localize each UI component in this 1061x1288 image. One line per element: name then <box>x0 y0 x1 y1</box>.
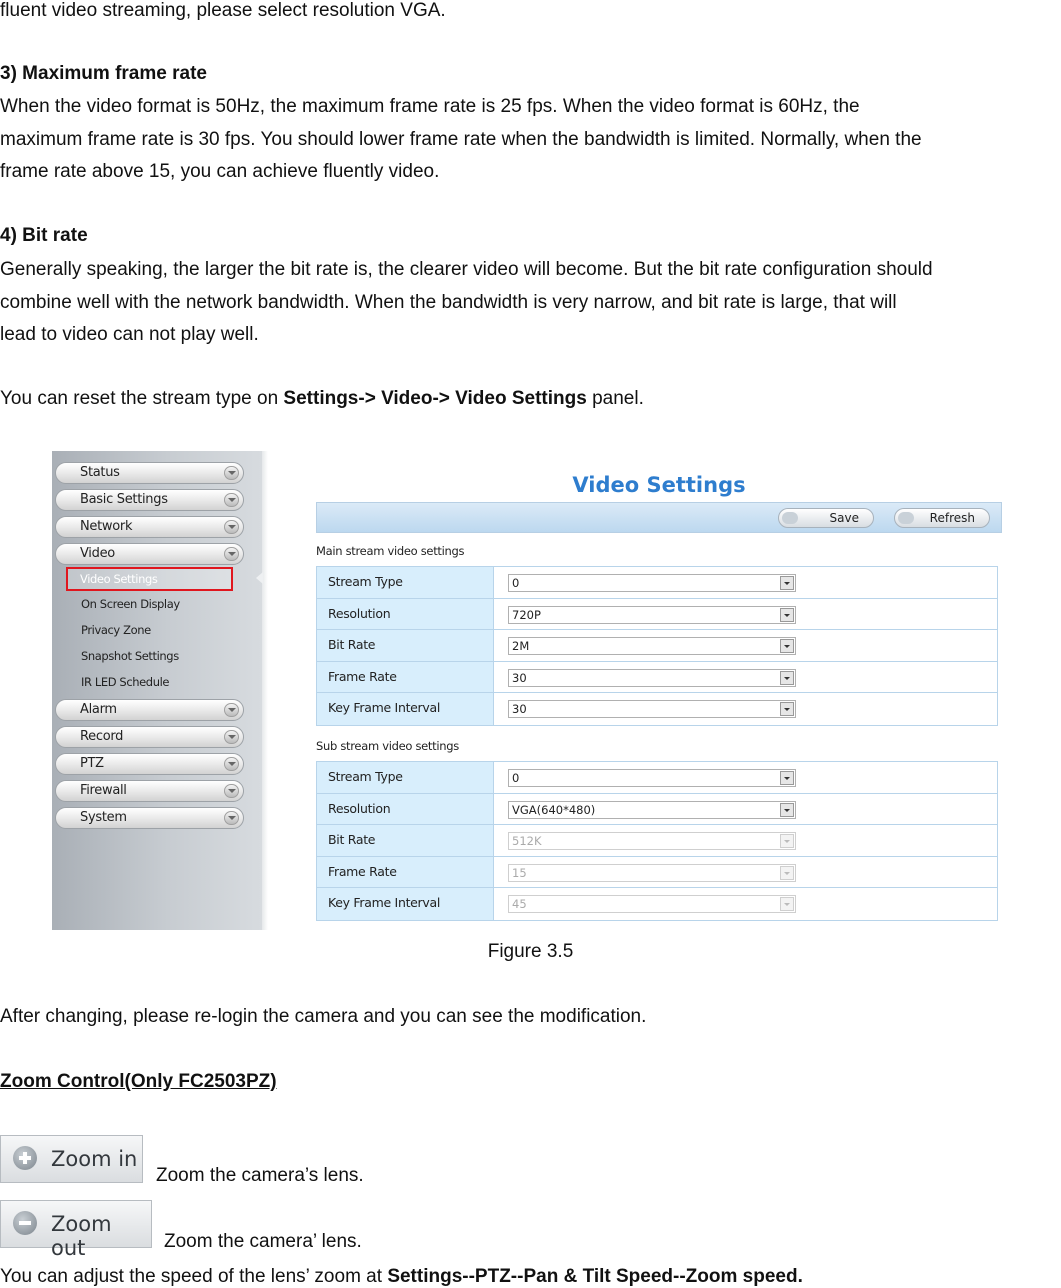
settings-sidebar <box>52 451 262 930</box>
zoom-control-heading: Zoom Control(Only FC2503PZ) <box>0 1071 277 1092</box>
dropdown-arrow-icon <box>780 608 794 622</box>
para-frame-rate-1: When the video format is 50Hz, the maximum frame rate is 25 fps. When the video format is 60Hz, the <box>0 96 860 117</box>
zoom-speed-instruction: You can adjust the speed of the lens’ zoom at Settings--PTZ--Pan & Tilt Speed--Zoom speed. <box>0 1266 803 1287</box>
sub-resolution-select[interactable]: VGA(640*480) <box>508 801 796 819</box>
chevron-down-icon <box>224 493 239 507</box>
save-button[interactable]: Save <box>778 508 874 528</box>
chevron-down-icon <box>224 730 239 744</box>
submenu-video-settings[interactable]: Video Settings <box>66 567 233 591</box>
main-resolution-select[interactable]: 720P <box>508 606 796 624</box>
dropdown-arrow-icon <box>780 897 794 911</box>
main-bit-rate-select[interactable]: 2M <box>508 637 796 655</box>
minus-icon <box>13 1211 37 1235</box>
main-key-frame-select[interactable]: 30 <box>508 700 796 718</box>
menu-record[interactable]: Record <box>55 726 244 748</box>
refresh-button[interactable]: Refresh <box>894 508 990 528</box>
dropdown-arrow-icon <box>780 803 794 817</box>
sub-stream-type-select[interactable]: 0 <box>508 769 796 787</box>
dropdown-arrow-icon <box>780 866 794 880</box>
table-row: Frame Rate 15 <box>317 857 997 889</box>
save-icon <box>782 512 798 524</box>
main-stream-table <box>316 566 998 726</box>
active-pointer-icon <box>256 572 263 584</box>
reset-instruction: You can reset the stream type on Settings-> Video-> Video Settings panel. <box>0 388 644 409</box>
menu-firewall[interactable]: Firewall <box>55 780 244 802</box>
para-bit-rate-2: combine well with the network bandwidth. When the bandwidth is very narrow, and bit rate is large, that will <box>0 292 897 313</box>
table-row: Key Frame Interval 45 <box>317 888 997 920</box>
table-row: Resolution 720P <box>317 599 997 631</box>
chevron-down-icon <box>224 466 239 480</box>
para-bit-rate-3: lead to video can not play well. <box>0 324 259 345</box>
chevron-down-icon <box>224 703 239 717</box>
sub-key-frame-select: 45 <box>508 895 796 913</box>
chevron-down-icon <box>224 520 239 534</box>
menu-alarm[interactable]: Alarm <box>55 699 244 721</box>
dropdown-arrow-icon <box>780 834 794 848</box>
sub-stream-table <box>316 761 998 921</box>
menu-system[interactable]: System <box>55 807 244 829</box>
dropdown-arrow-icon <box>780 671 794 685</box>
heading-bit-rate: 4) Bit rate <box>0 225 88 246</box>
table-row: Key Frame Interval 30 <box>317 693 997 725</box>
submenu-ir-led-schedule[interactable]: IR LED Schedule <box>81 675 170 689</box>
table-row: Bit Rate 2M <box>317 630 997 662</box>
video-settings-screenshot <box>52 451 1010 930</box>
heading-max-frame-rate: 3) Maximum frame rate <box>0 63 207 84</box>
chevron-down-icon <box>224 811 239 825</box>
chevron-down-icon <box>224 547 239 561</box>
table-row: Frame Rate 30 <box>317 662 997 694</box>
menu-basic-settings[interactable]: Basic Settings <box>55 489 244 511</box>
menu-video[interactable]: Video <box>55 543 244 565</box>
submenu-privacy-zone[interactable]: Privacy Zone <box>81 623 151 637</box>
para-bit-rate-1: Generally speaking, the larger the bit rate is, the clearer video will become. But the bit rate configuration should <box>0 259 933 280</box>
main-stream-label: Main stream video settings <box>316 544 465 558</box>
figure-caption: Figure 3.5 <box>487 941 574 962</box>
menu-network[interactable]: Network <box>55 516 244 538</box>
para-frame-rate-3: frame rate above 15, you can achieve fluently video. <box>0 161 440 182</box>
after-change-note: After changing, please re-login the camera and you can see the modification. <box>0 1006 647 1027</box>
table-row: Stream Type 0 <box>317 567 997 599</box>
sub-frame-rate-select: 15 <box>508 864 796 882</box>
sub-stream-label: Sub stream video settings <box>316 739 459 753</box>
table-row: Bit Rate 512K <box>317 825 997 857</box>
dropdown-arrow-icon <box>780 702 794 716</box>
refresh-icon <box>898 512 914 524</box>
menu-status[interactable]: Status <box>55 462 244 484</box>
main-frame-rate-select[interactable]: 30 <box>508 669 796 687</box>
panel-toolbar <box>316 502 1002 533</box>
zoom-in-button[interactable]: Zoom in <box>0 1135 143 1183</box>
submenu-snapshot-settings[interactable]: Snapshot Settings <box>81 649 179 663</box>
main-stream-type-select[interactable]: 0 <box>508 574 796 592</box>
panel-title: Video Settings <box>572 473 746 497</box>
dropdown-arrow-icon <box>780 771 794 785</box>
dropdown-arrow-icon <box>780 576 794 590</box>
chevron-down-icon <box>224 784 239 798</box>
plus-icon <box>13 1146 37 1170</box>
para-frame-rate-2: maximum frame rate is 30 fps. You should lower frame rate when the bandwidth is limited. Normally, when the <box>0 129 922 150</box>
sidebar-divider <box>262 451 268 930</box>
dropdown-arrow-icon <box>780 639 794 653</box>
menu-ptz[interactable]: PTZ <box>55 753 244 775</box>
sub-bit-rate-select: 512K <box>508 832 796 850</box>
zoom-out-button[interactable]: Zoom out <box>0 1200 152 1248</box>
zoom-out-description: Zoom the camera’ lens. <box>164 1231 362 1252</box>
chevron-down-icon <box>224 757 239 771</box>
zoom-in-description: Zoom the camera’s lens. <box>156 1165 364 1186</box>
table-row: Stream Type 0 <box>317 762 997 794</box>
submenu-on-screen-display[interactable]: On Screen Display <box>81 597 180 611</box>
intro-line: fluent video streaming, please select resolution VGA. <box>0 0 446 21</box>
table-row: Resolution VGA(640*480) <box>317 794 997 826</box>
